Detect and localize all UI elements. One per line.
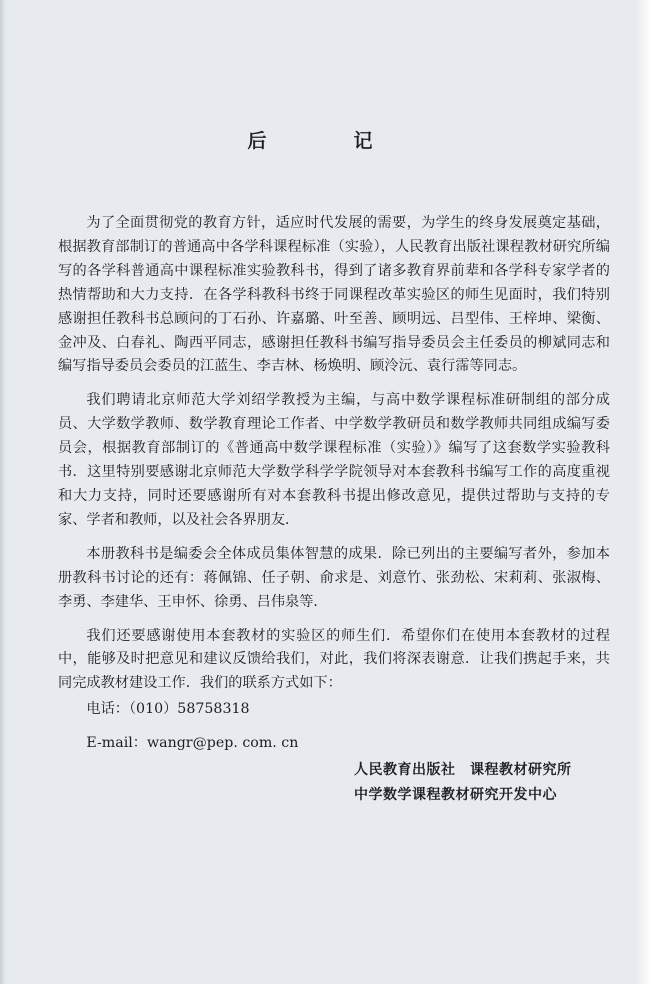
credits-line-publisher: 人民教育出版社 课程教材研究所 bbox=[354, 762, 572, 778]
paragraph-feedback: 我们还要感谢使用本套教材的实验区的师生们．希望你们在使用本套教材的过程中，能够及时把意见和建议反馈给我们，对此，我们将深表谢意．让我们携起手来，共同完成教材建设工作．我们的联系方式如下： bbox=[58, 627, 610, 692]
paragraph-acknowledgements: 为了全面贯彻党的教育方针，适应时代发展的需要，为学生的终身发展奠定基础，根据教育部制订的普通高中各学科课程标准（实验），人民教育出版社课程教材研究所编写的各学科普通高中课程标准实验教科书，得到了诸多教育界前辈和各学科专家学者的热情帮助和大力支持．在各学科教科书终于同课程改革实验区的师生见面时，我们特别感谢担任教科书总顾问的丁石孙、许嘉璐、叶至善、顾明远、吕型伟、王梓坤、梁衡、金冲及、白春礼、陶西平同志，感谢担任教科书编写指导委员会主任委员的柳斌同志和编写指导委员会委员的江蓝生、李吉林、杨焕明、顾泠沅、袁行霈等同志。 bbox=[58, 215, 610, 375]
contact-email: E-mail：wangr@pep. com. cn bbox=[86, 735, 299, 752]
afterword-body bbox=[58, 212, 610, 756]
credits-line-center: 中学数学课程教材研究开发中心 bbox=[354, 787, 557, 803]
paragraph-contributors: 本册教科书是编委会全体成员集体智慧的成果．除已列出的主要编写者外，参加本册教科书讨论的还有：蒋佩锦、任子朝、俞求是、刘意竹、张劲松、宋莉莉、张淑梅、李勇、李建华、王申怀、徐勇、吕伟泉等． bbox=[58, 545, 610, 610]
contact-phone: 电话：（010）58758318 bbox=[86, 701, 250, 718]
page-title: 后 记 bbox=[247, 130, 407, 152]
publisher-credits bbox=[354, 758, 572, 808]
scan-shadow-right bbox=[636, 0, 650, 984]
paragraph-editorial-board: 我们聘请北京师范大学刘绍学教授为主编，与高中数学课程标准研制组的部分成员、大学数学教师、数学教育理论工作者、中学数学教研员和数学教师共同组成编写委员会，根据教育部制订的《普通高中数学课程标准（实验）》编写了这套数学实验教科书．这里特别要感谢北京师范大学数学科学学院领导对本套教科书编写工作的高度重视和大力支持，同时还要感谢所有对本套教科书提出修改意见，提供过帮助与支持的专家、学者和教师，以及社会各界朋友． bbox=[58, 392, 610, 528]
